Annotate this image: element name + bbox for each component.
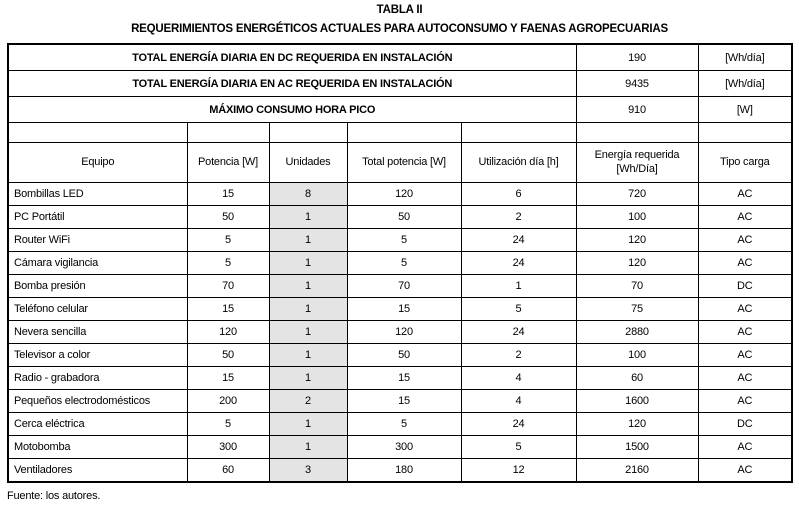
cell-tipo-carga: AC xyxy=(698,206,792,229)
cell-energia-requerida: 60 xyxy=(576,367,698,390)
equipment-row xyxy=(8,390,792,413)
cell-equipo: Pequeños electrodomésticos xyxy=(8,390,187,413)
spacer-cell xyxy=(347,123,461,143)
energy-requirements-table xyxy=(7,43,793,483)
equipment-row xyxy=(8,275,792,298)
cell-unidades: 1 xyxy=(269,367,347,390)
summary-unit-peak: [W] xyxy=(698,97,792,123)
spacer-cell xyxy=(576,123,698,143)
cell-unidades: 1 xyxy=(269,252,347,275)
cell-energia-requerida: 720 xyxy=(576,183,698,206)
cell-tipo-carga: AC xyxy=(698,321,792,344)
summary-value-peak: 910 xyxy=(576,97,698,123)
cell-energia-requerida: 100 xyxy=(576,344,698,367)
cell-unidades: 1 xyxy=(269,275,347,298)
cell-tipo-carga: AC xyxy=(698,229,792,252)
cell-equipo: Ventiladores xyxy=(8,459,187,483)
cell-potencia-w: 5 xyxy=(187,229,269,252)
cell-unidades: 1 xyxy=(269,321,347,344)
cell-total-potencia-w: 180 xyxy=(347,459,461,483)
cell-utilizacion-dia-h: 4 xyxy=(461,367,576,390)
cell-equipo: Teléfono celular xyxy=(8,298,187,321)
cell-utilizacion-dia-h: 6 xyxy=(461,183,576,206)
summary-row-peak xyxy=(8,97,792,123)
summary-value-ac: 9435 xyxy=(576,71,698,97)
equipment-row xyxy=(8,459,792,483)
cell-energia-requerida: 1500 xyxy=(576,436,698,459)
spacer-cell xyxy=(461,123,576,143)
spacer-cell xyxy=(8,123,187,143)
spacer-cell xyxy=(269,123,347,143)
cell-total-potencia-w: 15 xyxy=(347,298,461,321)
source-note: Fuente: los autores. xyxy=(7,490,101,502)
cell-total-potencia-w: 120 xyxy=(347,321,461,344)
cell-energia-requerida: 100 xyxy=(576,206,698,229)
cell-energia-requerida: 120 xyxy=(576,229,698,252)
equipment-row xyxy=(8,229,792,252)
cell-unidades: 3 xyxy=(269,459,347,483)
cell-total-potencia-w: 50 xyxy=(347,344,461,367)
cell-potencia-w: 15 xyxy=(187,367,269,390)
cell-unidades: 1 xyxy=(269,413,347,436)
table-title: REQUERIMIENTOS ENERGÉTICOS ACTUALES PARA AUTOCONSUMO Y FAENAS AGROPECUARIAS xyxy=(131,23,668,35)
summary-unit-dc: [Wh/día] xyxy=(698,44,792,71)
cell-energia-requerida: 120 xyxy=(576,252,698,275)
cell-equipo: PC Portátil xyxy=(8,206,187,229)
spacer-cell xyxy=(187,123,269,143)
summary-label-dc: TOTAL ENERGÍA DIARIA EN DC REQUERIDA EN INSTALACIÓN xyxy=(8,44,576,71)
cell-total-potencia-w: 120 xyxy=(347,183,461,206)
equipment-row xyxy=(8,183,792,206)
cell-utilizacion-dia-h: 12 xyxy=(461,459,576,483)
header-row xyxy=(8,143,792,183)
cell-potencia-w: 120 xyxy=(187,321,269,344)
cell-equipo: Bomba presión xyxy=(8,275,187,298)
column-header-energia: Energía requerida [Wh/Día] xyxy=(576,143,698,183)
column-header-potencia: Potencia [W] xyxy=(187,143,269,183)
equipment-row xyxy=(8,252,792,275)
summary-row-dc xyxy=(8,44,792,71)
summary-unit-ac: [Wh/día] xyxy=(698,71,792,97)
cell-energia-requerida: 1600 xyxy=(576,390,698,413)
cell-utilizacion-dia-h: 2 xyxy=(461,344,576,367)
cell-total-potencia-w: 50 xyxy=(347,206,461,229)
cell-total-potencia-w: 15 xyxy=(347,390,461,413)
cell-energia-requerida: 2880 xyxy=(576,321,698,344)
equipment-rows xyxy=(8,183,792,483)
cell-tipo-carga: DC xyxy=(698,275,792,298)
equipment-row xyxy=(8,298,792,321)
cell-total-potencia-w: 5 xyxy=(347,229,461,252)
cell-tipo-carga: AC xyxy=(698,298,792,321)
column-header-total-potencia: Total potencia [W] xyxy=(347,143,461,183)
cell-tipo-carga: AC xyxy=(698,459,792,483)
cell-equipo: Cerca eléctrica xyxy=(8,413,187,436)
cell-tipo-carga: AC xyxy=(698,344,792,367)
summary-value-dc: 190 xyxy=(576,44,698,71)
cell-potencia-w: 60 xyxy=(187,459,269,483)
cell-unidades: 1 xyxy=(269,344,347,367)
equipment-row xyxy=(8,344,792,367)
cell-utilizacion-dia-h: 5 xyxy=(461,298,576,321)
spacer-row xyxy=(8,123,792,143)
cell-energia-requerida: 70 xyxy=(576,275,698,298)
cell-equipo: Televisor a color xyxy=(8,344,187,367)
cell-tipo-carga: AC xyxy=(698,436,792,459)
cell-utilizacion-dia-h: 24 xyxy=(461,321,576,344)
equipment-row xyxy=(8,206,792,229)
cell-energia-requerida: 120 xyxy=(576,413,698,436)
cell-equipo: Bombillas LED xyxy=(8,183,187,206)
cell-equipo: Router WiFi xyxy=(8,229,187,252)
cell-potencia-w: 5 xyxy=(187,252,269,275)
cell-potencia-w: 200 xyxy=(187,390,269,413)
cell-total-potencia-w: 5 xyxy=(347,413,461,436)
cell-potencia-w: 70 xyxy=(187,275,269,298)
cell-tipo-carga: AC xyxy=(698,367,792,390)
cell-equipo: Cámara vigilancia xyxy=(8,252,187,275)
cell-unidades: 1 xyxy=(269,436,347,459)
summary-label-ac: TOTAL ENERGÍA DIARIA EN AC REQUERIDA EN INSTALACIÓN xyxy=(8,71,576,97)
cell-equipo: Motobomba xyxy=(8,436,187,459)
column-header-utilizacion: Utilización día [h] xyxy=(461,143,576,183)
cell-total-potencia-w: 300 xyxy=(347,436,461,459)
summary-label-peak: MÁXIMO CONSUMO HORA PICO xyxy=(8,97,576,123)
cell-unidades: 1 xyxy=(269,229,347,252)
cell-total-potencia-w: 70 xyxy=(347,275,461,298)
cell-potencia-w: 50 xyxy=(187,206,269,229)
equipment-row xyxy=(8,367,792,390)
column-header-equipo: Equipo xyxy=(8,143,187,183)
cell-potencia-w: 50 xyxy=(187,344,269,367)
column-header-tipo-carga: Tipo carga xyxy=(698,143,792,183)
table-number-title: TABLA II xyxy=(376,4,423,16)
cell-potencia-w: 300 xyxy=(187,436,269,459)
cell-utilizacion-dia-h: 4 xyxy=(461,390,576,413)
cell-tipo-carga: DC xyxy=(698,413,792,436)
cell-total-potencia-w: 5 xyxy=(347,252,461,275)
cell-potencia-w: 15 xyxy=(187,298,269,321)
cell-energia-requerida: 75 xyxy=(576,298,698,321)
cell-unidades: 1 xyxy=(269,206,347,229)
cell-utilizacion-dia-h: 5 xyxy=(461,436,576,459)
cell-unidades: 8 xyxy=(269,183,347,206)
cell-total-potencia-w: 15 xyxy=(347,367,461,390)
cell-equipo: Nevera sencilla xyxy=(8,321,187,344)
equipment-row xyxy=(8,413,792,436)
cell-utilizacion-dia-h: 24 xyxy=(461,413,576,436)
cell-unidades: 1 xyxy=(269,298,347,321)
cell-equipo: Radio - grabadora xyxy=(8,367,187,390)
cell-unidades: 2 xyxy=(269,390,347,413)
cell-tipo-carga: AC xyxy=(698,252,792,275)
cell-tipo-carga: AC xyxy=(698,390,792,413)
equipment-row xyxy=(8,321,792,344)
spacer-cell xyxy=(698,123,792,143)
cell-potencia-w: 5 xyxy=(187,413,269,436)
equipment-row xyxy=(8,436,792,459)
cell-utilizacion-dia-h: 1 xyxy=(461,275,576,298)
column-header-unidades: Unidades xyxy=(269,143,347,183)
cell-utilizacion-dia-h: 24 xyxy=(461,229,576,252)
cell-tipo-carga: AC xyxy=(698,183,792,206)
cell-energia-requerida: 2160 xyxy=(576,459,698,483)
cell-utilizacion-dia-h: 2 xyxy=(461,206,576,229)
summary-row-ac xyxy=(8,71,792,97)
cell-utilizacion-dia-h: 24 xyxy=(461,252,576,275)
cell-potencia-w: 15 xyxy=(187,183,269,206)
